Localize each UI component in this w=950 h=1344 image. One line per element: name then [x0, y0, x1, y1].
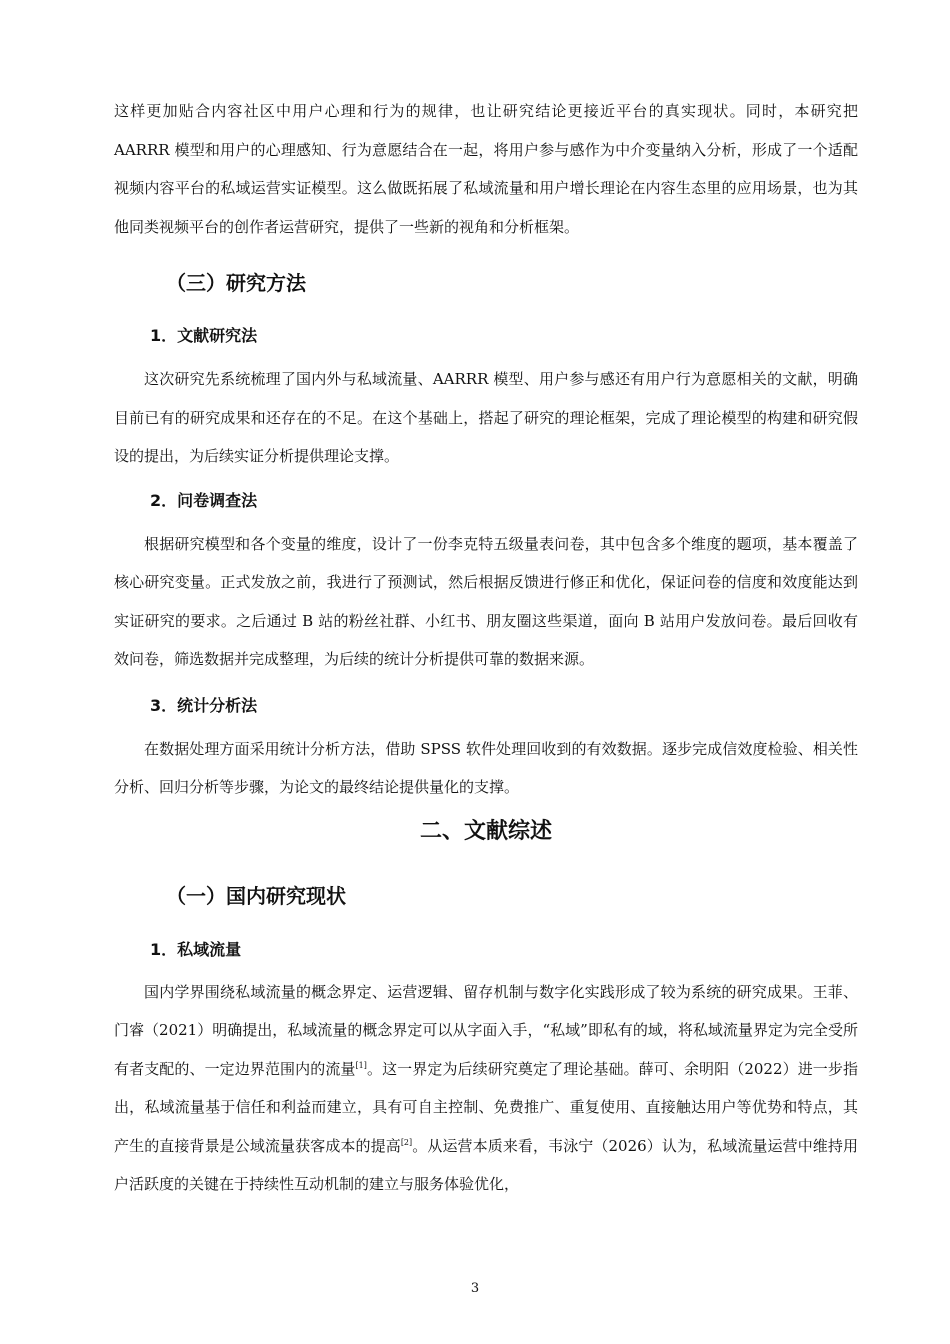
paragraph-text: 。从运营本质来看，韦泳宁（2026）认为，私域流量运营中维持用户活跃度的关键在于持续性互动机制的建立与服务体验优化，	[114, 1136, 858, 1193]
subheading-literature-method: 1．文献研究法	[150, 326, 258, 345]
section-heading-domestic-research: （一）国内研究现状	[166, 883, 346, 908]
citation-ref-2: [2]	[400, 1137, 413, 1147]
chapter-heading-literature-review: 二、文献综述	[419, 818, 552, 844]
subheading-private-traffic: 1．私域流量	[150, 939, 242, 959]
paragraph-survey-method: 根据研究模型和各个变量的维度，设计了一份李克特五级量表问卷，其中包含多个维度的题项，基本覆盖了核心研究变量。正式发放之前，我进行了预测试，然后根据反馈进行修正和优化，保证问卷的信度和效度能达到实证研究的要求。之后通过 B 站的粉丝社群、小红书、朋友圈这些渠道，面向 B 站用户发放问卷。最后回收有效问卷，筛选数据并完成整理，为后续的统计分析提供可靠的数据来源。	[114, 534, 858, 668]
section-heading-methods: （三）研究方法	[166, 271, 306, 295]
paragraph-private-traffic	[114, 973, 858, 1204]
paragraph-stats-method: 在数据处理方面采用统计分析方法，借助 SPSS 软件处理回收到的有效数据。逐步完成信效度检验、相关性分析、回归分析等步骤，为论文的最终结论提供量化的支撑。	[114, 739, 858, 796]
paragraph-text: 国内学界围绕私域流量的概念界定、运营逻辑、留存机制与数字化实践形成了较为系统的研究成果。王菲、门睿（2021）明确提出，私域流量的概念界定可以从字面入手，“私域”即私有的域，将私域流量界定为完全受所有者支配的、一定边界范围内的流量	[114, 982, 858, 1078]
subheading-survey-method: 2．问卷调查法	[150, 490, 258, 510]
paragraph-literature-method: 这次研究先系统梳理了国内外与私域流量、AARRR 模型、用户参与感还有用户行为意愿相关的文献，明确目前已有的研究成果和还存在的不足。在这个基础上，搭起了研究的理论框架，完成了理论模型的构建和研究假设的提出，为后续实证分析提供理论支撑。	[114, 370, 858, 465]
paragraph-text: 。这一界定为后续研究奠定了理论基础。薛可、余明阳（2022）进一步指出，私域流量基于信任和利益而建立，具有可自主控制、免费推广、重复使用、直接触达用户等优势和特点，其产生的直接背景是公域流量获客成本的提高	[114, 1059, 858, 1155]
citation-ref-1: [1]	[355, 1060, 367, 1070]
subheading-stats-method: 3．统计分析法	[150, 695, 258, 715]
page-content	[114, 92, 858, 1204]
page-number: 3	[470, 1281, 480, 1296]
paragraph-continuation: 这样更加贴合内容社区中用户心理和行为的规律，也让研究结论更接近平台的真实现状。同时，本研究把 AARRR 模型和用户的心理感知、行为意愿结合在一起，将用户参与感作为中介变量纳入分析，形成了一个适配视频内容平台的私域运营实证模型。这么做既拓展了私域流量和用户增长理论在内容生态里的应用场景，也为其他同类视频平台的创作者运营研究，提供了一些新的视角和分析框架。	[114, 102, 858, 236]
